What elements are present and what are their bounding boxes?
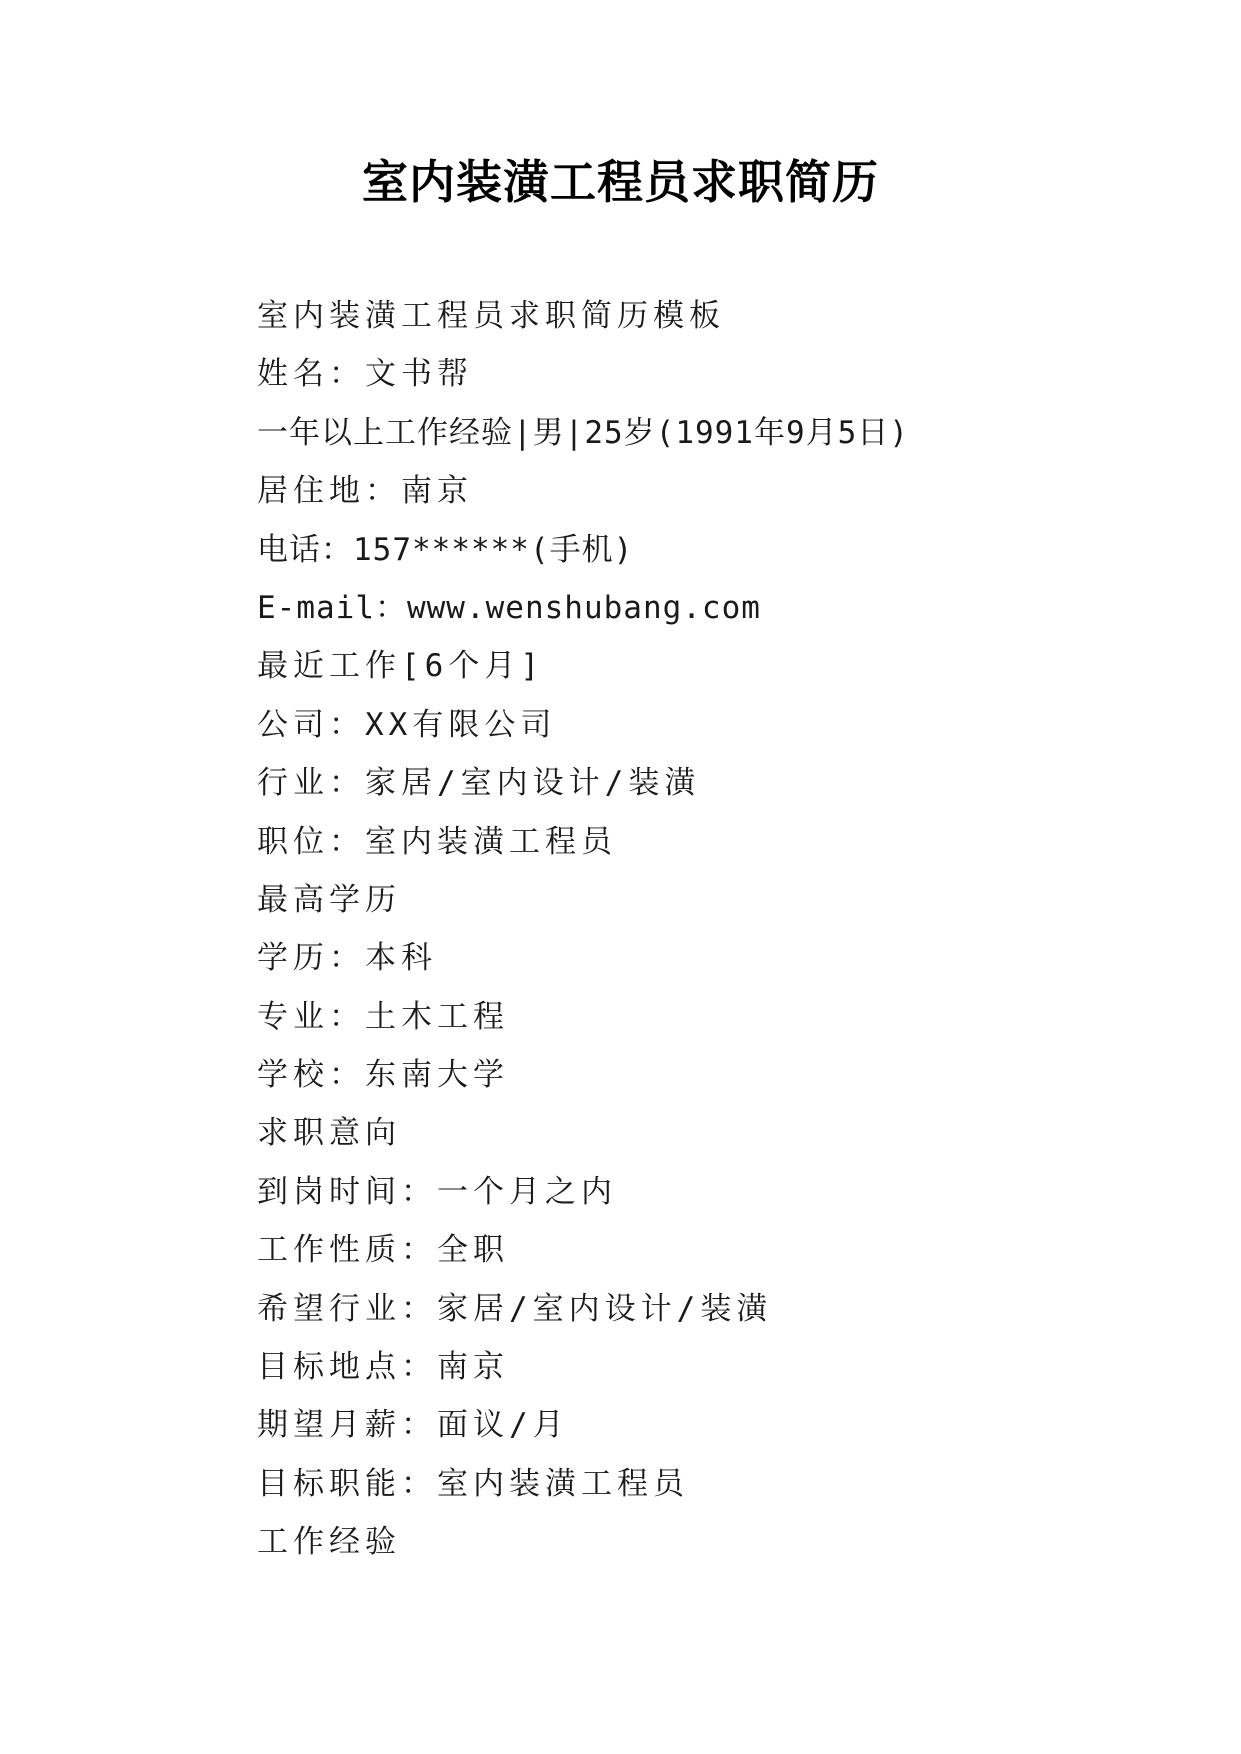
resume-name: 姓名：文书帮 [257,356,473,393]
section-work-experience: 工作经验 [257,1524,401,1561]
resume-experience-gender-age: 一年以上工作经验|男|25岁(1991年9月5日) [257,414,909,451]
resume-body [257,287,1157,1572]
document-title: 室内装潢工程员求职简历 [362,155,879,209]
section-highest-education: 最高学历 [257,881,401,918]
resume-school: 学校：东南大学 [257,1057,509,1094]
resume-target-location: 目标地点：南京 [257,1349,509,1386]
section-recent-work: 最近工作[6个月] [257,648,544,685]
section-job-intention: 求职意向 [257,1115,401,1152]
resume-availability: 到岗时间：一个月之内 [257,1173,617,1210]
resume-email: E-mail：www.wenshubang.com [257,589,761,626]
resume-major: 专业：土木工程 [257,998,509,1035]
resume-degree: 学历：本科 [257,940,437,977]
resume-industry: 行业：家居/室内设计/装潢 [257,765,701,802]
resume-subtitle: 室内装潢工程员求职简历模板 [257,298,725,334]
resume-residence: 居住地：南京 [257,473,473,510]
resume-phone: 电话：157******(手机) [257,531,634,568]
resume-company: 公司：XX有限公司 [257,706,557,743]
resume-position: 职位：室内装潢工程员 [257,823,617,860]
resume-expected-salary: 期望月薪：面议/月 [257,1407,569,1444]
resume-desired-industry: 希望行业：家居/室内设计/装潢 [257,1290,773,1327]
resume-target-function: 目标职能：室内装潢工程员 [257,1465,689,1502]
resume-job-type: 工作性质：全职 [257,1232,509,1269]
